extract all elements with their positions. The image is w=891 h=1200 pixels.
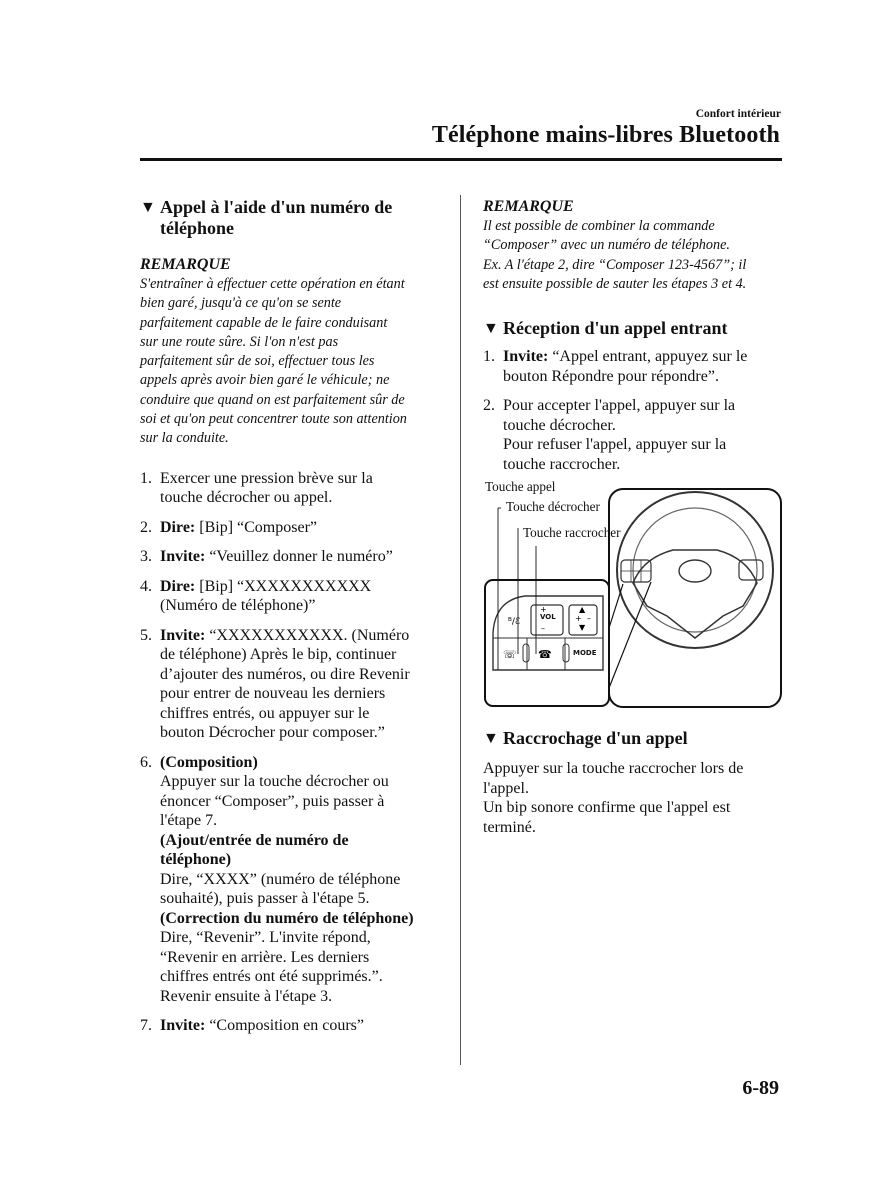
remark-line: sur la conduite. bbox=[140, 430, 229, 447]
step-text: “Appel entrant, appuyez sur le bbox=[548, 348, 748, 366]
remark-text bbox=[483, 217, 783, 294]
remark-line: Il est possible de combiner la commande bbox=[483, 218, 715, 234]
step-subtitle: (Correction du numéro de téléphone) bbox=[160, 909, 414, 927]
step-text: “XXXXXXXXXXX. (Numéro bbox=[205, 626, 410, 644]
step-line: Pour refuser l'appel, appuyer sur la bbox=[503, 436, 727, 454]
svg-text:–: – bbox=[541, 624, 545, 634]
page-number: 6-89 bbox=[742, 1077, 779, 1099]
step-number: 2. bbox=[140, 518, 152, 536]
step-number: 2. bbox=[483, 397, 495, 415]
step-item bbox=[140, 469, 440, 508]
step-number: 1. bbox=[140, 469, 152, 487]
remark-line: est ensuite possible de sauter les étapes 3 et 4. bbox=[483, 275, 747, 292]
label-call-button: Touche appel bbox=[485, 479, 556, 495]
step-keyword: Invite: bbox=[160, 548, 206, 566]
left-column bbox=[140, 197, 440, 1036]
step-line: touche raccrocher. bbox=[503, 455, 621, 473]
label-pickup-button: Touche décrocher bbox=[506, 499, 600, 515]
step-text: [Bip] “XXXXXXXXXXX bbox=[195, 577, 372, 595]
remark-title: REMARQUE bbox=[483, 198, 574, 215]
step-subtitle: (Ajout/entrée de numéro de bbox=[160, 831, 349, 849]
step-line bbox=[160, 547, 440, 567]
svg-text:+: + bbox=[540, 605, 547, 615]
svg-text:☏: ☏ bbox=[503, 648, 517, 662]
para-line: Un bip sonore confirme que l'appel est bbox=[483, 799, 731, 817]
step-text: [Bip] “Composer” bbox=[195, 518, 317, 536]
heading-line: téléphone bbox=[160, 218, 234, 238]
svg-text:+: + bbox=[575, 614, 582, 624]
step-keyword: Invite: bbox=[160, 626, 206, 644]
step-item bbox=[140, 547, 440, 567]
para-line: terminé. bbox=[483, 818, 536, 836]
svg-text:☎: ☎ bbox=[538, 648, 552, 662]
step-subtitle: (Composition) bbox=[160, 753, 258, 771]
step-number: 6. bbox=[140, 753, 152, 771]
section-heading-reception bbox=[483, 318, 783, 339]
step-line: (Numéro de téléphone)” bbox=[160, 597, 316, 615]
step-line: pour entrer de nouveau les derniers bbox=[160, 685, 386, 703]
header-rule bbox=[140, 158, 782, 161]
remark-line: parfaitement capable de le faire conduisant bbox=[140, 314, 388, 331]
step-keyword: Invite: bbox=[503, 348, 549, 366]
remark-line: S'entraîner à effectuer cette opération en étant bbox=[140, 276, 405, 292]
para-line: l'appel. bbox=[483, 779, 529, 797]
step-line: bouton Répondre pour répondre”. bbox=[503, 367, 719, 385]
step-text: “Veuillez donner le numéro” bbox=[205, 548, 393, 566]
step-keyword: Invite: bbox=[160, 1017, 206, 1035]
remark-title: REMARQUE bbox=[140, 256, 231, 273]
step-line bbox=[160, 1016, 440, 1036]
step-line: l'étape 7. bbox=[160, 812, 218, 830]
step-number: 3. bbox=[140, 548, 152, 566]
section-label: Confort intérieur bbox=[695, 108, 781, 120]
step-line: “Revenir en arrière. Les derniers bbox=[160, 948, 370, 966]
step-line: touche décrocher ou appel. bbox=[160, 489, 333, 507]
heading-line: Raccrochage d'un appel bbox=[503, 728, 688, 749]
step-line: Dire, “XXXX” (numéro de téléphone bbox=[160, 870, 401, 888]
step-item bbox=[140, 753, 440, 1007]
step-item bbox=[483, 396, 783, 474]
step-line: de téléphone) Après le bip, continuer bbox=[160, 646, 397, 664]
step-number: 7. bbox=[140, 1017, 152, 1035]
step-line bbox=[160, 626, 440, 646]
heading-line: Réception d'un appel entrant bbox=[503, 318, 728, 339]
remark-line: parfaitement sûr de soi, effectuer tous les bbox=[140, 353, 375, 370]
triangle-bullet-icon: ▼ bbox=[483, 320, 499, 338]
steering-wheel-figure bbox=[483, 479, 783, 710]
step-line: Revenir ensuite à l'étape 3. bbox=[160, 987, 333, 1005]
triangle-bullet-icon: ▼ bbox=[140, 199, 156, 216]
triangle-bullet-icon: ▼ bbox=[483, 730, 499, 748]
step-item bbox=[140, 518, 440, 538]
steering-wheel-illustration bbox=[483, 488, 783, 710]
step-line: bouton Décrocher pour composer.” bbox=[160, 724, 385, 742]
step-item bbox=[483, 347, 783, 386]
step-keyword: Dire: bbox=[160, 577, 196, 595]
dialing-steps bbox=[140, 469, 440, 1036]
svg-text:▼: ▼ bbox=[579, 623, 586, 633]
step-line: Pour accepter l'appel, appuyer sur la bbox=[503, 397, 736, 415]
step-line: énoncer “Composer”, puis passer à bbox=[160, 792, 385, 810]
step-line: chiffres entrés ont été supprimés.”. bbox=[160, 968, 383, 986]
step-text: “Composition en cours” bbox=[205, 1017, 364, 1035]
remark-line: bien garé, jusqu'à ce qu'on se sente bbox=[140, 295, 342, 312]
remark-text bbox=[140, 275, 440, 449]
step-line bbox=[160, 577, 440, 597]
right-column bbox=[483, 197, 783, 837]
step-number: 1. bbox=[483, 348, 495, 366]
svg-text:–: – bbox=[587, 614, 591, 624]
heading-line: Appel à l'aide d'un numéro de bbox=[160, 197, 393, 217]
step-line: touche décrocher. bbox=[503, 416, 616, 434]
remark-line: “Composer” avec un numéro de téléphone. bbox=[483, 237, 730, 254]
column-divider bbox=[460, 195, 461, 1065]
step-line: Exercer une pression brève sur la bbox=[160, 469, 373, 487]
step-subtitle: téléphone) bbox=[160, 851, 232, 869]
step-number: 4. bbox=[140, 577, 152, 595]
mode-label: MODE bbox=[573, 649, 597, 658]
remark-line: appels après avoir bien garé le véhicule; ne bbox=[140, 372, 390, 389]
step-line bbox=[160, 518, 440, 538]
step-item bbox=[140, 626, 440, 743]
svg-text:▲: ▲ bbox=[579, 605, 586, 615]
remark-line: Ex. A l'étape 2, dire “Composer 123-4567”; il bbox=[483, 256, 747, 273]
step-line: chiffres entrés, ou appuyer sur le bbox=[160, 704, 370, 722]
step-line: d’ajouter des numéros, ou dire Revenir bbox=[160, 665, 410, 683]
remark-line: conduire que quand on est parfaitement sûr de bbox=[140, 391, 405, 408]
hangup-paragraph bbox=[483, 759, 783, 837]
step-line bbox=[503, 347, 783, 367]
section-heading-dialing bbox=[140, 197, 440, 239]
remark-line: soi et qu'on peut concentrer toute son attention bbox=[140, 411, 407, 428]
step-number: 5. bbox=[140, 626, 152, 644]
svg-text:ᴮ/ℰ: ᴮ/ℰ bbox=[508, 617, 521, 628]
step-keyword: Dire: bbox=[160, 518, 196, 536]
step-line: Dire, “Revenir”. L'invite répond, bbox=[160, 929, 371, 947]
label-hangup-button: Touche raccrocher bbox=[523, 525, 621, 541]
step-line: Appuyer sur la touche décrocher ou bbox=[160, 773, 389, 791]
page-title: Téléphone mains-libres Bluetooth bbox=[431, 122, 780, 148]
step-item bbox=[140, 1016, 440, 1036]
remark-line: sur une route sûre. Si l'on n'est pas bbox=[140, 333, 339, 350]
step-line: souhaité), puis passer à l'étape 5. bbox=[160, 890, 370, 908]
vol-label: VOL bbox=[540, 613, 556, 622]
para-line: Appuyer sur la touche raccrocher lors de bbox=[483, 760, 744, 778]
step-item bbox=[140, 577, 440, 616]
reception-steps bbox=[483, 347, 783, 474]
section-heading-hangup bbox=[483, 728, 783, 749]
